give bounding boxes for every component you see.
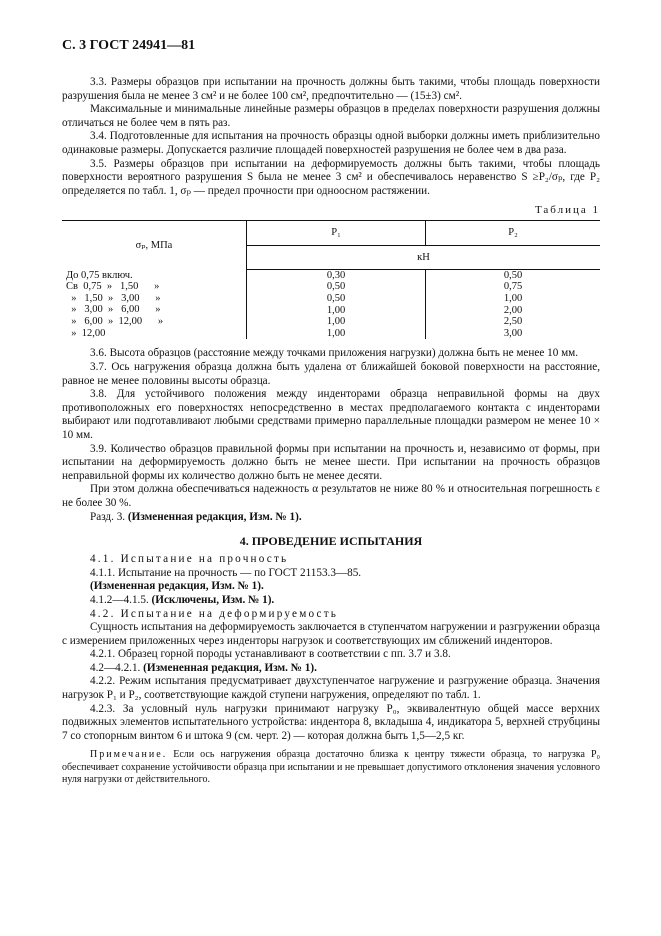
- para-3-3: 3.3. Размеры образцов при испытании на прочность должны быть такими, чтобы площадь поверхности разрушения была не менее 3 см² и не более 100 см², предпочтительно — (15±3) см².: [62, 76, 600, 102]
- s412-prefix: 4.1.2—4.1.5.: [90, 593, 149, 606]
- para-3-8: 3.8. Для устойчивого положения между инденторами образца неправильной формы на двух противоположных его поверхностях непосредственно в местах предполагаемого контакта с инденторами выбирают или подготавливают любыми средствами примерно параллельные площадки размером не менее 10 × 10 мм.: [62, 388, 600, 441]
- table-caption: Таблица 1: [534, 204, 600, 217]
- para-3-7: 3.7. Ось нагружения образца должна быть удалена от ближайшей боковой поверхности на расстояние, равное не менее половины высоты образца.: [62, 361, 600, 387]
- para-4-2-1: 4.2.1. Образец горной породы устанавливают в соответствии с пп. 3.7 и 3.8.: [90, 648, 451, 661]
- razd-note-line: [62, 511, 600, 525]
- document-page: [62, 38, 600, 787]
- note-text: Если ось нагружения образца достаточно близка к центру тяжести образца, то нагрузка P₀ обеспечивает сохранение устойчивости образца при испытании и не превышает допустимого отклонения значения условного нуля нагрузки от действительного.: [62, 749, 601, 786]
- razd-note: (Измененная редакция, Изм. № 1).: [127, 510, 302, 523]
- para-4-1: 4.1. Испытание на прочность: [90, 553, 289, 566]
- para-4-1-1: 4.1.1. Испытание на прочность — по ГОСТ 21153.3—85.: [90, 566, 362, 579]
- col-header-p2: P₂: [426, 221, 600, 245]
- para-4-1-2: [62, 594, 600, 608]
- s421-prefix: 4.2—4.2.1.: [90, 661, 141, 674]
- table-1: [62, 220, 600, 339]
- col-header-p1: P₁: [247, 221, 426, 245]
- para-3-4: 3.4. Подготовленные для испытания на прочность образцы одной выборки должны иметь приблизительно одинаковые размеры. Допускается различие площадей поверхностей разрушения не более чем в два раза.: [62, 130, 600, 156]
- section-title: 4. ПРОВЕДЕНИЕ ИСПЫТАНИЯ: [239, 534, 423, 549]
- para-4-2-1-note: [62, 662, 600, 676]
- s421-note: (Измененная редакция, Изм. № 1).: [143, 661, 317, 674]
- note-label: Примечание.: [90, 749, 168, 761]
- unit-header: кН: [247, 245, 601, 269]
- para-3-9: 3.9. Количество образцов правильной формы при испытании на прочность и, независимо от формы, при испытании на деформируемость должно быть не менее шести. При испытании на прочность образцов неправильной формы их количество должно быть не менее десяти.: [62, 442, 600, 482]
- table-p2-values: 0,50 0,75 1,00 2,00 2,50 3,00: [503, 269, 523, 339]
- para-3-5: 3.5. Размеры образцов при испытании на деформируемость должны быть такими, чтобы площадь поверхности вероятного разрушения S была не менее 3 см² и обеспечивалось неравенство S ≥P₂/σₚ, где P₂ определяется по табл. 1, σₚ — предел прочности при одноосном растяжении.: [62, 157, 600, 197]
- para-4-2-2: 4.2.2. Режим испытания предусматривает двухступенчатое нагружение и разгружение образца. Значения нагрузок P₁ и P₂, соответствующие каждой ступени нагружения, определяют по табл. 1.: [62, 675, 600, 702]
- para-4-1-1-note: (Измененная редакция, Изм. № 1).: [90, 580, 264, 593]
- para-4-2: 4.2. Испытание на деформируемость: [90, 607, 339, 620]
- table-p1-values: 0,30 0,50 0,50 1,00 1,00 1,00: [326, 269, 346, 339]
- s412-note: (Исключены, Изм. № 1).: [151, 593, 275, 606]
- para-4-2-text: Сущность испытания на деформируемость заключается в ступенчатом нагружении и разгружении образца с измерением приложенных через инденторы нагрузок и соответствующих им сближений инденторов.: [62, 621, 600, 647]
- note-paragraph: [62, 749, 600, 786]
- para-3-9-b: При этом должна обеспечиваться надежность α результатов не ниже 80 % и относительная погрешность ε не более 30 %.: [62, 483, 600, 509]
- table-ranges: До 0,75 включ. Св 0,75 » 1,50 » » 1,50 » 3,00 » » 3,00 » 6,00 » » 6,00 » 12,00 » » 12,00: [66, 269, 164, 339]
- para-3-6: 3.6. Высота образцов (расстояние между точками приложения нагрузки) должна быть не менее 10 мм.: [90, 347, 579, 360]
- razd-prefix: Разд. 3.: [90, 510, 126, 523]
- col-header-sigma: σₚ, МПа: [62, 221, 247, 270]
- para-4-2-3: 4.2.3. За условный нуль нагрузки принимают нагрузку P₀, эквивалентную общей массе верхних подвижных элементов испытательного устройства: индентора 8, вкладыша 4, индикатора 5, верхней струбцины 7 со стопорным винтом 6 и штока 9 (см. черт. 2) — которая должна быть 1,5—2,5 кг.: [62, 702, 600, 742]
- para-3-3-b: Максимальные и минимальные линейные размеры образцов в пределах поверхности разрушения должны отличаться не более чем в пять раз.: [62, 103, 600, 129]
- page-header: С. 3 ГОСТ 24941—81: [62, 38, 196, 53]
